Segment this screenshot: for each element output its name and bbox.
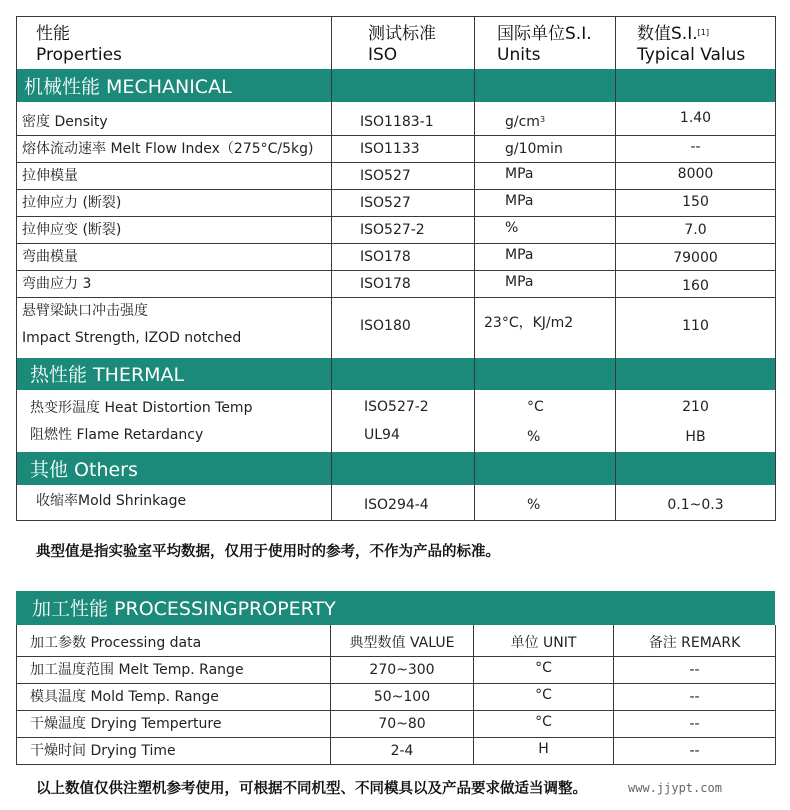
row-divider [16, 297, 776, 298]
processing-remark: -- [689, 716, 700, 732]
column-divider [331, 16, 332, 521]
iso-standard: ISO527 [360, 168, 411, 184]
iso-standard: ISO527-2 [360, 222, 425, 238]
header-iso-en: ISO [368, 45, 398, 65]
unit: MPa [505, 193, 534, 209]
unit: °C [527, 399, 544, 415]
unit: MPa [505, 166, 534, 182]
typical-value: 160 [682, 278, 709, 294]
processing-note: 以上数值仅供注塑机参考使用，可根据不同机型、不同模具以及产品要求做适当调整。 [36, 781, 587, 797]
unit: % [505, 220, 519, 236]
property-name: 拉伸模量 [22, 168, 78, 184]
row-divider [16, 270, 776, 271]
property-name: 密度 Density [22, 114, 108, 130]
processing-unit: °C [535, 660, 552, 676]
processing-value: 2-4 [390, 743, 414, 759]
header-remark: 备注 REMARK [648, 635, 741, 651]
processing-remark: -- [689, 689, 700, 705]
typical-value: 210 [682, 399, 709, 415]
iso-standard: ISO1183-1 [360, 114, 434, 130]
row-divider [16, 683, 776, 684]
iso-standard: ISO178 [360, 276, 411, 292]
header-properties-en: Properties [36, 45, 122, 65]
processing-param: 干燥温度 Drying Temperture [30, 716, 222, 732]
typical-value: 8000 [677, 166, 714, 182]
section-title-thermal: 热性能 THERMAL [30, 364, 185, 386]
processing-param: 模具温度 Mold Temp. Range [30, 689, 219, 705]
typical-value: HB [685, 429, 706, 445]
column-divider [615, 16, 616, 521]
header-value-cn: 数值S.I.[1] [637, 24, 709, 44]
processing-unit: °C [535, 714, 552, 730]
processing-title: 加工性能 PROCESSINGPROPERTY [32, 598, 336, 620]
property-name: 拉伸应力 (断裂) [22, 195, 122, 211]
property-name: 阻燃性 Flame Retardancy [30, 427, 204, 443]
table-border [16, 625, 17, 765]
typical-value: 1.40 [679, 110, 712, 126]
header-properties-cn: 性能 [36, 24, 70, 44]
table-border [775, 625, 776, 765]
processing-value: 70~80 [378, 716, 426, 732]
row-divider [16, 189, 776, 190]
unit: 23°C，KJ/m2 [484, 315, 574, 331]
unit: $g/cm^3$ [505, 114, 546, 130]
processing-param: 干燥时间 Drying Time [30, 743, 176, 759]
processing-remark: -- [689, 743, 700, 759]
property-name: 弯曲应力 3 [22, 276, 92, 292]
column-divider [474, 16, 475, 521]
iso-standard: UL94 [364, 427, 400, 443]
processing-value: 270~300 [369, 662, 435, 678]
row-divider [16, 710, 776, 711]
property-name: 悬臂梁缺口冲击强度 [22, 303, 148, 319]
section-title-others: 其他 Others [30, 459, 138, 481]
processing-remark: -- [689, 662, 700, 678]
typical-value: 150 [682, 194, 709, 210]
typical-value: 79000 [673, 250, 718, 266]
iso-standard: ISO1133 [360, 141, 420, 157]
processing-unit: H [538, 741, 549, 757]
property-name-en: Impact Strength, IZOD notched [22, 330, 242, 346]
unit: MPa [505, 274, 534, 290]
row-divider [16, 216, 776, 217]
typical-value: -- [690, 139, 701, 155]
processing-unit: °C [535, 687, 552, 703]
typical-value: 0.1~0.3 [667, 497, 724, 513]
header-units-cn: 国际单位S.I. [497, 24, 592, 44]
header-value: 典型数值 VALUE [349, 635, 455, 651]
unit: % [527, 497, 541, 513]
typical-value: 7.0 [684, 222, 707, 238]
row-divider [16, 737, 776, 738]
header-value-en: Typical Valus [637, 45, 746, 65]
table-border [16, 16, 17, 521]
row-divider [16, 135, 776, 136]
row-divider [16, 162, 776, 163]
processing-param: 加工温度范围 Melt Temp. Range [30, 662, 244, 678]
watermark: www.jjypt.com [628, 781, 722, 795]
unit: g/10min [505, 141, 563, 157]
iso-standard: ISO527 [360, 195, 411, 211]
header-units-en: Units [497, 45, 541, 65]
table-border [16, 16, 776, 17]
table-border [16, 764, 776, 765]
property-name: 收缩率Mold Shrinkage [36, 493, 187, 509]
unit: % [527, 429, 541, 445]
property-name: 拉伸应变 (断裂) [22, 222, 122, 238]
table-border [775, 16, 776, 521]
row-divider [16, 656, 776, 657]
row-divider [16, 243, 776, 244]
typical-value-note: 典型值是指实验室平均数据，仅用于使用时的参考，不作为产品的标准。 [36, 544, 500, 560]
property-name: 熔体流动速率 Melt Flow Index（275°C/5kg) [22, 141, 314, 157]
footnote-marker: [1] [697, 28, 709, 37]
unit: MPa [505, 247, 534, 263]
iso-standard: ISO294-4 [364, 497, 429, 513]
header-iso-cn: 测试标准 [368, 24, 436, 44]
iso-standard: ISO180 [360, 318, 411, 334]
property-name: 弯曲模量 [22, 249, 78, 265]
table-border [16, 520, 776, 521]
processing-value: 50~100 [373, 689, 431, 705]
iso-standard: ISO527-2 [364, 399, 429, 415]
header-processing-data: 加工参数 Processing data [30, 635, 202, 651]
header-unit: 单位 UNIT [510, 635, 577, 651]
property-name: 热变形温度 Heat Distortion Temp [30, 400, 253, 416]
section-title-mechanical: 机械性能 MECHANICAL [24, 76, 232, 98]
iso-standard: ISO178 [360, 249, 411, 265]
typical-value: 110 [682, 318, 709, 334]
